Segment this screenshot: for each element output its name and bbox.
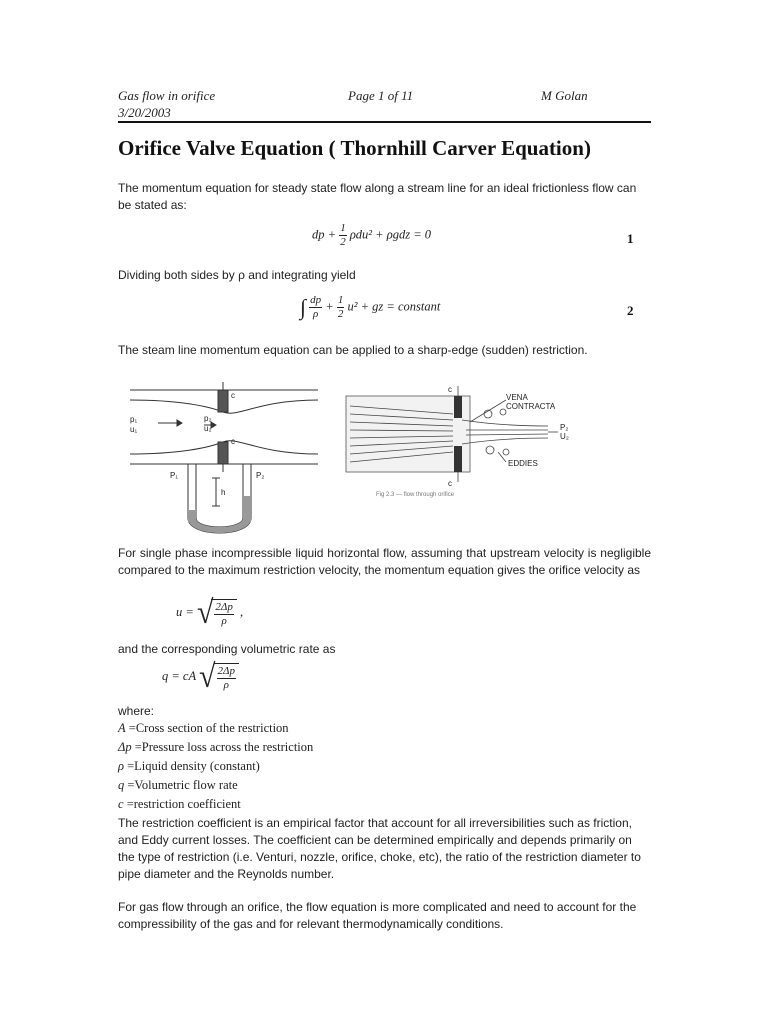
eq2-plus: +: [325, 299, 334, 314]
eq2-fraction-1: [309, 294, 322, 321]
where-label: where:: [118, 704, 155, 718]
label-right-c-bottom: c: [448, 479, 452, 488]
label-P2: P₂: [256, 471, 265, 480]
eq2-frac2-den: 2: [337, 308, 344, 320]
eq1-fraction: [339, 222, 347, 249]
equation-1: [312, 222, 431, 249]
u-eq-den: ρ: [221, 614, 227, 627]
label-right-c-top: c: [448, 385, 452, 394]
eq2-frac1-num: dp: [310, 294, 322, 306]
definition-item: ρ =Liquid density (constant): [118, 759, 260, 773]
eq1-rhs: ρdu² + ρgdz = 0: [349, 227, 432, 242]
label-eddies: EDDIES: [508, 459, 538, 468]
eq1-frac-num: 1: [340, 222, 346, 234]
velocity-equation: [176, 594, 244, 631]
label-vena: VENA: [506, 393, 528, 402]
q-eq-num: 2Δp: [217, 664, 235, 677]
coefficient-paragraph: The restriction coefficient is an empirical factor that account for all irreversibilities such as friction, and Eddy current losses. The coefficient can be determined empirically and depends primarily on the type of restriction (i.e. Venturi, nozzle, orifice, choke, etc), the ratio of the restriction diameter to pipe diameter and the Reynolds number.: [118, 816, 641, 881]
eq1-frac-den: 2: [340, 236, 346, 248]
label-u1: u₁: [130, 425, 138, 434]
label-h: h: [221, 488, 226, 497]
label-right-p2: P₂: [560, 423, 569, 432]
q-eq-sqrt: [199, 658, 239, 695]
intro-paragraph: The momentum equation for steady state flow along a stream line for an ideal frictionless flow can be stated as:: [118, 181, 637, 212]
orifice-diagram: [118, 378, 648, 538]
definition-item: c =restriction coefficient: [118, 797, 241, 811]
definition-item: Δp =Pressure loss across the restriction: [118, 740, 314, 754]
orifice-figures: [118, 378, 648, 538]
sqrt-sign: √: [196, 594, 214, 631]
running-header: [118, 88, 651, 124]
u-eq-num: 2Δp: [215, 600, 233, 613]
q-eq-lhs: q = cA: [162, 668, 196, 683]
eq2-frac2-num: 1: [337, 294, 344, 306]
eq2-rest: u² + gz = constant: [347, 299, 441, 314]
definition-item: q =Volumetric flow rate: [118, 778, 238, 792]
orifice-manometer-figure: [130, 382, 318, 533]
gas-flow-paragraph: For gas flow through an orifice, the flow equation is more complicated and need to account for the compressibility of the gas and for relevant thermodynamically conditions.: [118, 900, 637, 931]
equation-1-number: 1: [627, 231, 634, 246]
label-P1: P₁: [170, 471, 179, 480]
u-eq-tail: ,: [240, 604, 244, 619]
label-p1: p₁: [130, 415, 138, 424]
label-u2-top: u₂: [204, 424, 212, 433]
eq2-frac1-den: ρ: [313, 308, 319, 320]
header-author: M Golan: [541, 88, 588, 103]
dividing-paragraph: Dividing both sides by ρ and integrating yield: [118, 268, 356, 282]
header-doc-title: Gas flow in orifice: [118, 88, 216, 103]
sqrt-sign: √: [199, 658, 216, 695]
incompressible-paragraph: For single phase incompressible liquid horizontal flow, assuming that upstream velocity is negligible compared to the maximum restriction velocity, the momentum equation gives the orifice velocity as: [118, 546, 651, 577]
figure-caption-faint: Fig 2.3 — flow through orifice: [376, 492, 455, 498]
definition-item: A =Cross section of the restriction: [118, 721, 289, 735]
header-rule: [118, 121, 651, 123]
header-date: 3/20/2003: [118, 105, 171, 120]
header-page-number: Page 1 of 11: [348, 88, 414, 103]
volumetric-paragraph: and the corresponding volumetric rate as: [118, 642, 336, 656]
label-contracta: CONTRACTA: [506, 402, 556, 411]
u-eq-sqrt: [196, 594, 237, 631]
equation-2-number: 2: [627, 303, 634, 318]
label-p2-top: p₂: [204, 414, 212, 423]
q-eq-den: ρ: [223, 678, 229, 691]
label-c-bottom: c: [231, 437, 235, 446]
steamline-paragraph: The steam line momentum equation can be applied to a sharp-edge (sudden) restriction.: [118, 343, 588, 357]
u-eq-lhs: u =: [176, 604, 194, 619]
eq2-integral: ∫: [300, 294, 307, 320]
label-right-u2: U₂: [560, 432, 569, 441]
eq2-fraction-2: [337, 294, 345, 321]
eq1-lhs: dp +: [312, 227, 337, 242]
equation-2: [300, 294, 440, 321]
definitions-list: [118, 719, 651, 814]
flowrate-equation: [162, 658, 239, 695]
page-title: Orifice Valve Equation ( Thornhill Carver Equation): [118, 136, 591, 160]
label-c-top: c: [231, 391, 235, 400]
